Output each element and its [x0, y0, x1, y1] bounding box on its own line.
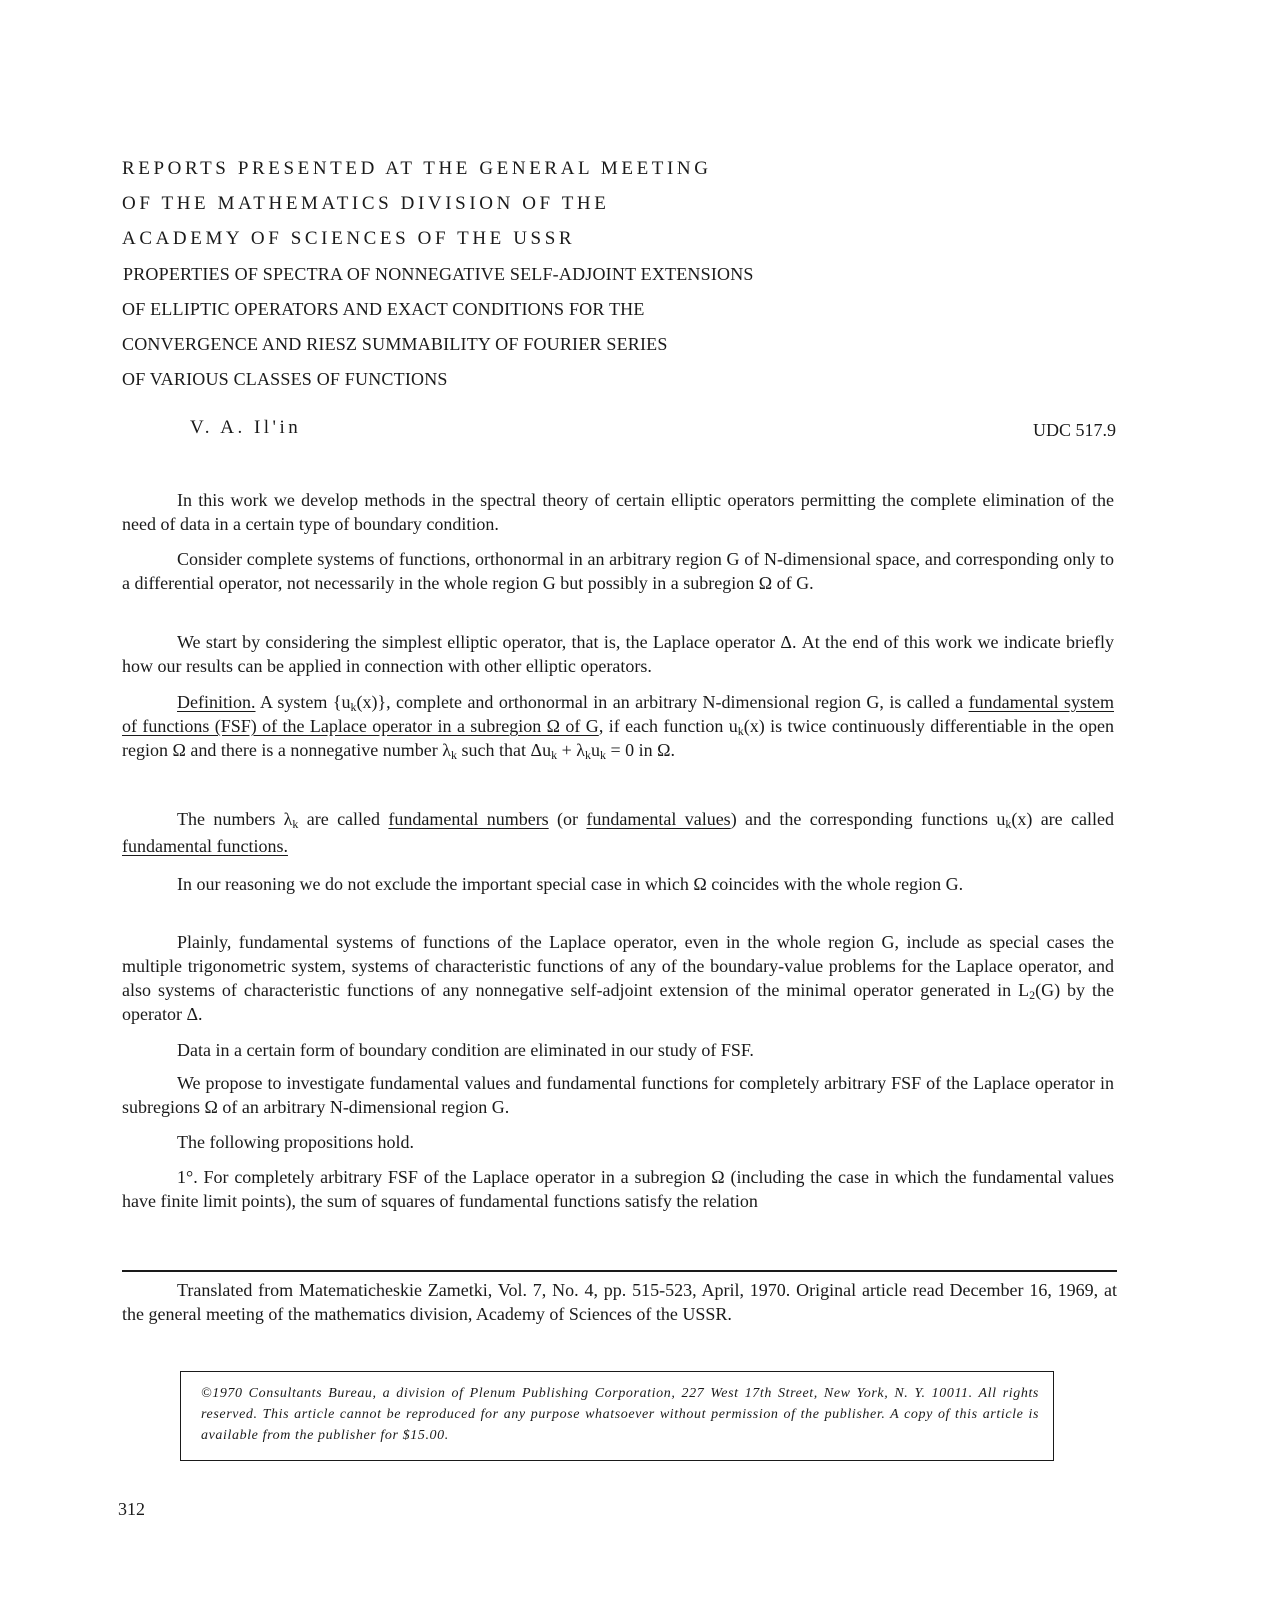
term-fundamental-values: fundamental values — [586, 809, 731, 829]
paper-title-line-1: PROPERTIES OF SPECTRA OF NONNEGATIVE SELF-ADJOINT EXTENSIONS — [123, 264, 754, 284]
paragraph-complete-systems: Consider complete systems of functions, orthonormal in an arbitrary region G of N-dimensional space, and corresponding only to a differential operator, not necessarily in the whole region G but possibly in a subregion Ω of G. — [122, 549, 1114, 593]
defined-term-fsf: fundamental system of functions (FSF) of the Laplace operator in a subregion Ω of G — [122, 692, 1115, 736]
footnote-divider — [122, 1270, 1117, 1272]
meeting-heading-line-3: ACADEMY OF SCIENCES OF THE USSR — [122, 228, 576, 249]
copyright-box — [180, 1371, 1054, 1461]
page-number: 312 — [118, 1499, 145, 1519]
paragraph-special-case: In our reasoning we do not exclude the important special case in which Ω coincides with the whole region G. — [177, 874, 964, 894]
paragraph-laplace-operator: We start by considering the simplest elliptic operator, that is, the Laplace operator Δ. At the end of this work we indicate briefly how our results can be applied in connection with other elliptic operators. — [122, 632, 1114, 676]
paragraph-intro: In this work we develop methods in the spectral theory of certain elliptic operators permitting the complete elimination of the need of data in a certain type of boundary condition. — [122, 490, 1114, 534]
translation-footnote: Translated from Matematicheskie Zametki, Vol. 7, No. 4, pp. 515-523, April, 1970. Original article read December 16, 1969, at the general meeting of the mathematics division, Academy of Sciences of the USSR. — [122, 1280, 1117, 1324]
paragraph-plainly: Plainly, fundamental systems of functions of the Laplace operator, even in the whole region G, include as special cases the multiple trigonometric system, systems of characteristic functions of any of the boundary-value problems for the Laplace operator, and also systems of characteristic functions of any nonnegative self-adjoint extension of the minimal operator generated in $L_2(G)$ by the operator Δ. — [122, 932, 1114, 1024]
udc-code: UDC 517.9 — [1032, 420, 1116, 440]
author-name: V. A. Il'in — [190, 417, 302, 438]
copyright-notice: ©1970 Consultants Bureau, a division of Plenum Publishing Corporation, 227 West 17th Street, New York, N. Y. 10011. All rights reserved. This article cannot be reproduced for any purpose whatsoever without permission of the publisher. A copy of this article is available from the publisher for $15.00. — [201, 1386, 1039, 1443]
paper-title-line-2: OF ELLIPTIC OPERATORS AND EXACT CONDITIONS FOR THE — [122, 299, 645, 319]
paragraph-definition: Definition. A system $\{u_k(x)\}$, complete and orthonormal in an arbitrary N-dimensional region G, is called a fundamental system of functions (FSF) of the Laplace operator in a subregion Ω of G, if each function $u_k(x)$ is twice continuously differentiable in the open region Ω and there is a nonnegative number $\lambda_k$ such that $\Delta u_k + \lambda_ku_k = 0$ in Ω. — [122, 692, 1115, 762]
paper-title-line-4: OF VARIOUS CLASSES OF FUNCTIONS — [122, 369, 448, 389]
meeting-heading-line-1: REPORTS PRESENTED AT THE GENERAL MEETING — [122, 158, 712, 179]
term-fundamental-functions: fundamental functions. — [122, 836, 288, 856]
paragraph-boundary-data: Data in a certain form of boundary condition are eliminated in our study of FSF. — [177, 1040, 754, 1060]
paragraph-propositions: The following propositions hold. — [177, 1132, 414, 1152]
definition-label: Definition. — [177, 692, 256, 712]
paragraph-proposition-1: 1°. For completely arbitrary FSF of the Laplace operator in a subregion Ω (including the case in which the fundamental values have finite limit points), the sum of squares of fundamental functions satisfy the relation — [122, 1167, 1114, 1211]
paragraph-fundamental-numbers: The numbers $\lambda_k$ are called fundamental numbers (or fundamental values) and the corresponding functions $u_k(x)$ are called fundamental functions. — [122, 809, 1114, 856]
term-fundamental-numbers: fundamental numbers — [388, 809, 549, 829]
paragraph-investigate: We propose to investigate fundamental values and fundamental functions for completely arbitrary FSF of the Laplace operator in subregions Ω of an arbitrary N-dimensional region G. — [122, 1073, 1114, 1117]
paper-title-line-3: CONVERGENCE AND RIESZ SUMMABILITY OF FOURIER SERIES — [122, 334, 668, 354]
meeting-heading-line-2: OF THE MATHEMATICS DIVISION OF THE — [122, 193, 610, 214]
